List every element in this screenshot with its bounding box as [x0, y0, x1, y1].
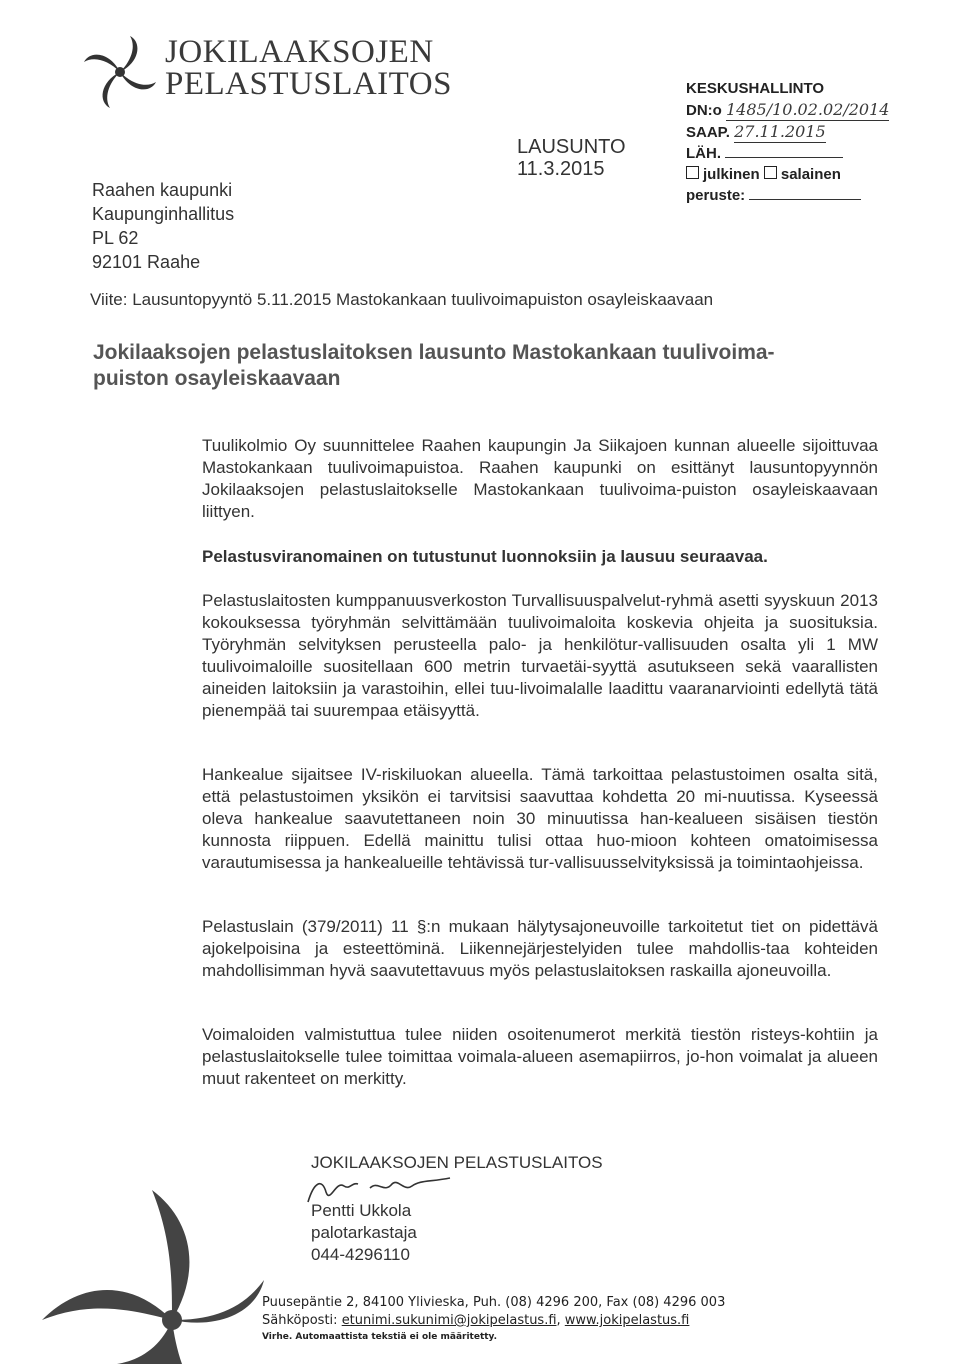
- recipient-line2: Kaupunginhallitus: [92, 204, 235, 224]
- document-title-line2: puiston osayleiskaavaan: [93, 367, 341, 390]
- paragraph-3: [202, 590, 878, 722]
- paragraph-6: [202, 1024, 878, 1090]
- organization-logo-text: [165, 36, 452, 100]
- paragraph-3-text: Pelastuslaitosten kumppanuusverkoston Turvallisuuspalvelut-ryhmä asetti syyskuun 2013 kokouksessa työryhmän selvittämään tuulivoimaloita koskevia ohjeita ja suosituksia. Työryhmän selvityksen perusteella palo- ja henkilötur-vallisuuden osalta yli 1 MW tuulivoimaloille suositellaan 600 metrin turvaetäi-syyttä asutukseen sekä vaarallisten aineiden laitoksiin ja varastoihin, ellei tuu-livoimalalle laadittu vaaranarviointi edellytä tätä pienempää tai suurempaa etäisyyttä.: [202, 591, 878, 720]
- stamp-lah-line: [725, 157, 843, 158]
- paragraph-4-text: Hankealue sijaitsee IV-riskiluokan alueella. Tämä tarkoittaa pelastustoimen osalta sitä, että pelastustoimen yksikön ei tarvitsisi saavuttaa kohdetta 20 mi-nuutissa. Kyseessä oleva hankealue saavutettaneen noin 30 minuutissa han-kealueen sisäisen tiestön kunnosta riippuen. Edellä mainittu tulisi ottaa huo-mioon kohteen omatoimisessa varautumisessa ja hankealueille tehtävissä tur-vallisuusselvityksissä ja toimintaohjeissa.: [202, 765, 878, 872]
- recipient-line4: 92101 Raahe: [92, 252, 201, 272]
- stamp-dn-label: DN:o: [686, 102, 722, 119]
- stamp-peruste-row: [686, 185, 889, 206]
- recipient-address: [92, 178, 234, 274]
- document-date: 11.3.2015: [517, 158, 605, 180]
- stamp-salainen: salainen: [780, 166, 841, 183]
- footer-contact-row: Sähköposti: etunimi.sukunimi@jokipelastus.fi, www.jokipelastus.fi: [262, 1313, 690, 1328]
- stamp-title: KESKUSHALLINTO: [686, 80, 825, 97]
- signature-role: palotarkastaja: [311, 1223, 417, 1242]
- stamp-saap-row: [686, 121, 889, 143]
- recipient-line3: PL 62: [92, 228, 139, 248]
- pelastuslaitos-logo-icon: [80, 32, 160, 112]
- document-heading: [517, 136, 626, 180]
- signature-phone: 044-4296110: [311, 1245, 410, 1264]
- paragraph-5-text: Pelastuslain (379/2011) 11 §:n mukaan hälytysajoneuvoille tarkoitetut tiet on pidettävä ajokelpoisina ja esteettöminä. Liikennejärjestelyiden tulee mahdollis-taa kohteiden mahdollisimman hyvä saavutettavuus myös pelastuslaitoksen raskailla ajoneuvoilla.: [202, 917, 878, 980]
- footer-email-link[interactable]: etunimi.sukunimi@jokipelastus.fi: [341, 1313, 557, 1328]
- document-type: LAUSUNTO: [517, 136, 626, 158]
- stamp-classification-row: [686, 164, 889, 185]
- registry-stamp: [686, 78, 889, 206]
- signature-block: [311, 1152, 603, 1266]
- page-footer: [262, 1294, 725, 1344]
- reference-line: Viite: Lausuntopyyntö 5.11.2015 Mastokankaan tuulivoimapuiston osayleiskaavaan: [90, 290, 714, 309]
- stamp-peruste-line: [749, 199, 861, 200]
- logo-text-line1: JOKILAAKSOJEN: [165, 34, 434, 70]
- stamp-saap-value: 27.11.2015: [734, 122, 826, 141]
- paragraph-6-text: Voimaloiden valmistuttua tulee niiden osoitenumerot merkitä tiestön risteys-kohtiin ja pelastuslaitokselle tulee toimittaa voimala-alueen asemapiirros, jo-hon voimalat ja alueen muut rakenteet on merkitty.: [202, 1025, 878, 1088]
- signature-org: JOKILAAKSOJEN PELASTUSLAITOS: [311, 1153, 603, 1172]
- document-title: [93, 340, 775, 392]
- stamp-julkinen: julkinen: [703, 166, 760, 183]
- stamp-saap-label: SAAP.: [686, 124, 730, 141]
- recipient-line1: Raahen kaupunki: [92, 180, 233, 200]
- footer-email-label: Sähköposti:: [262, 1313, 338, 1328]
- paragraph-1-text: Tuulikolmio Oy suunnittelee Raahen kaupungin Ja Siikajoen kunnan alueelle sijoittuvaa Mastokankaan tuulivoimapuistoa. Raahen kaupunki on esittänyt lausuntopyynnön Jokilaaksojen pelastuslaitokselle Mastokankaan tuulivoima-puiston osayleiskaavaan liittyen.: [202, 436, 878, 521]
- signature-name: Pentti Ukkola: [311, 1201, 412, 1220]
- paragraph-2-text: Pelastusviranomainen on tutustunut luonnoksiin ja lausuu seuraavaa.: [202, 547, 768, 566]
- stamp-lah-row: [686, 143, 889, 164]
- paragraph-1: [202, 435, 878, 523]
- handwritten-signature: [300, 1172, 480, 1208]
- footer-address: Puusepäntie 2, 84100 Ylivieska, Puh. (08) 4296 200, Fax (08) 4296 003: [262, 1295, 726, 1310]
- document-title-line1: Jokilaaksojen pelastuslaitoksen lausunto Mastokankaan tuulivoima-: [93, 341, 775, 364]
- footer-web-link[interactable]: www.jokipelastus.fi: [564, 1313, 690, 1328]
- paragraph-4: [202, 764, 878, 874]
- stamp-dn-row: [686, 99, 889, 121]
- stamp-dn-value: 1485/10.02.02/2014: [726, 100, 890, 119]
- stamp-lah-label: LÄH.: [686, 145, 721, 162]
- paragraph-5: [202, 916, 878, 982]
- stamp-peruste-label: peruste:: [686, 187, 746, 204]
- footer-note: Virhe. Automaattista tekstiä ei ole määritetty.: [262, 1332, 498, 1342]
- paragraph-2: [202, 546, 878, 568]
- watermark-logo-icon: [22, 1170, 264, 1364]
- logo-text-line2: PELASTUSLAITOS: [165, 66, 452, 102]
- julkinen-checkbox: [686, 166, 699, 179]
- salainen-checkbox: [764, 166, 777, 179]
